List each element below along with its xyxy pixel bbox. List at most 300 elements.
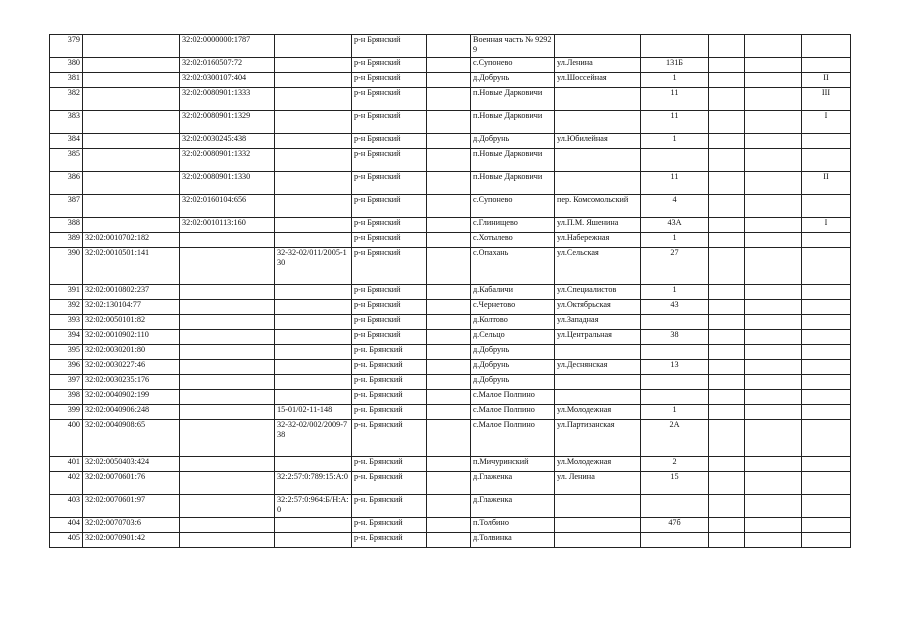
- category: II: [802, 172, 851, 195]
- cadastral-number-building: 32:02:0160507:72: [180, 58, 275, 73]
- cadastral-number-building: [180, 330, 275, 345]
- registration-number: [275, 111, 352, 134]
- locality: д.Глаженка: [471, 495, 555, 518]
- category: [802, 360, 851, 375]
- empty-cell: [709, 134, 745, 149]
- empty-cell: [427, 248, 471, 285]
- district: р-н Брянский: [352, 134, 427, 149]
- empty-cell: [709, 495, 745, 518]
- locality: д.Кабаличи: [471, 285, 555, 300]
- category: [802, 58, 851, 73]
- row-number: 381: [50, 73, 83, 88]
- cadastral-number-building: 32:02:0080901:1332: [180, 149, 275, 172]
- locality: с.Глинищево: [471, 218, 555, 233]
- table-row: [50, 495, 851, 518]
- district: р-н Брянский: [352, 88, 427, 111]
- cadastral-number: 32:02:0010501:141: [83, 248, 180, 285]
- registration-number: [275, 533, 352, 548]
- cadastral-number: 32:02:0030235:176: [83, 375, 180, 390]
- cadastral-number: 32:02:0050403:424: [83, 457, 180, 472]
- empty-cell: [745, 533, 802, 548]
- empty-cell: [745, 472, 802, 495]
- empty-cell: [427, 420, 471, 457]
- registration-number: [275, 360, 352, 375]
- cadastral-number-building: [180, 495, 275, 518]
- district: р-н Брянский: [352, 300, 427, 315]
- street: [555, 88, 641, 111]
- house-number: 15: [641, 472, 709, 495]
- cadastral-number: [83, 88, 180, 111]
- house-number: [641, 375, 709, 390]
- registration-number: [275, 35, 352, 58]
- row-number: 391: [50, 285, 83, 300]
- table-row: [50, 405, 851, 420]
- category: [802, 35, 851, 58]
- locality: п.Новые Дарковичи: [471, 172, 555, 195]
- cadastral-number: [83, 195, 180, 218]
- street: [555, 533, 641, 548]
- cadastral-number-building: [180, 345, 275, 360]
- category: [802, 518, 851, 533]
- district: р-н Брянский: [352, 111, 427, 134]
- street: ул.Набережная: [555, 233, 641, 248]
- empty-cell: [745, 405, 802, 420]
- empty-cell: [709, 233, 745, 248]
- empty-cell: [709, 405, 745, 420]
- street: ул.Шоссейная: [555, 73, 641, 88]
- house-number: 43А: [641, 218, 709, 233]
- street: ул.Молодежная: [555, 457, 641, 472]
- house-number: 47б: [641, 518, 709, 533]
- district: р-н Брянский: [352, 248, 427, 285]
- category: I: [802, 111, 851, 134]
- empty-cell: [745, 172, 802, 195]
- house-number: 1: [641, 73, 709, 88]
- district: р-н. Брянский: [352, 495, 427, 518]
- house-number: 38: [641, 330, 709, 345]
- house-number: 43: [641, 300, 709, 315]
- cadastral-number: 32:02:0070601:76: [83, 472, 180, 495]
- locality: д.Толвинка: [471, 533, 555, 548]
- table-row: [50, 315, 851, 330]
- category: [802, 495, 851, 518]
- table-row: [50, 134, 851, 149]
- cadastral-number-building: [180, 375, 275, 390]
- empty-cell: [427, 73, 471, 88]
- empty-cell: [427, 495, 471, 518]
- house-number: 1: [641, 405, 709, 420]
- category: [802, 345, 851, 360]
- district: р-н. Брянский: [352, 360, 427, 375]
- cadastral-number-building: 32:02:0160104:656: [180, 195, 275, 218]
- district: р-н Брянский: [352, 285, 427, 300]
- district: р-н Брянский: [352, 35, 427, 58]
- empty-cell: [427, 88, 471, 111]
- street: ул.Западная: [555, 315, 641, 330]
- locality: д.Добрунь: [471, 345, 555, 360]
- locality: с.Супонево: [471, 58, 555, 73]
- empty-cell: [745, 315, 802, 330]
- cadastral-number: 32:02:0010802:237: [83, 285, 180, 300]
- row-number: 405: [50, 533, 83, 548]
- empty-cell: [709, 300, 745, 315]
- locality: п.Новые Дарковичи: [471, 111, 555, 134]
- street: ул.Юбилейная: [555, 134, 641, 149]
- row-number: 390: [50, 248, 83, 285]
- empty-cell: [709, 248, 745, 285]
- cadastral-number-building: [180, 390, 275, 405]
- empty-cell: [745, 360, 802, 375]
- category: [802, 134, 851, 149]
- empty-cell: [709, 457, 745, 472]
- cadastral-number-building: [180, 518, 275, 533]
- registry-table: [49, 34, 851, 548]
- cadastral-number: [83, 73, 180, 88]
- row-number: 404: [50, 518, 83, 533]
- empty-cell: [427, 330, 471, 345]
- registration-number: 32-32-02/002/2009-738: [275, 420, 352, 457]
- cadastral-number-building: [180, 233, 275, 248]
- empty-cell: [745, 218, 802, 233]
- district: р-н Брянский: [352, 73, 427, 88]
- locality: с.Опахань: [471, 248, 555, 285]
- district: р-н Брянский: [352, 172, 427, 195]
- cadastral-number: 32:02:0010702:182: [83, 233, 180, 248]
- row-number: 384: [50, 134, 83, 149]
- table-body: [50, 35, 851, 548]
- locality: с.Малое Полпино: [471, 405, 555, 420]
- row-number: 379: [50, 35, 83, 58]
- empty-cell: [427, 375, 471, 390]
- cadastral-number-building: 32:02:0080901:1333: [180, 88, 275, 111]
- table-row: [50, 420, 851, 457]
- empty-cell: [709, 88, 745, 111]
- locality: п.Новые Дарковичи: [471, 88, 555, 111]
- cadastral-number: 32:02:0030227:46: [83, 360, 180, 375]
- empty-cell: [427, 218, 471, 233]
- category: I: [802, 218, 851, 233]
- locality: д.Колтово: [471, 315, 555, 330]
- category: [802, 195, 851, 218]
- cadastral-number-building: 32:02:0080901:1330: [180, 172, 275, 195]
- district: р-н Брянский: [352, 233, 427, 248]
- empty-cell: [745, 149, 802, 172]
- empty-cell: [745, 390, 802, 405]
- empty-cell: [427, 111, 471, 134]
- street: [555, 35, 641, 58]
- empty-cell: [709, 390, 745, 405]
- table-row: [50, 111, 851, 134]
- empty-cell: [709, 195, 745, 218]
- street: ул.Деснянская: [555, 360, 641, 375]
- district: р-н. Брянский: [352, 405, 427, 420]
- table-row: [50, 457, 851, 472]
- house-number: 4: [641, 195, 709, 218]
- empty-cell: [709, 345, 745, 360]
- cadastral-number: 32:02:0040908:65: [83, 420, 180, 457]
- street: [555, 345, 641, 360]
- cadastral-number-building: [180, 360, 275, 375]
- registration-number: 32-32-02/011/2005-130: [275, 248, 352, 285]
- cadastral-number-building: [180, 315, 275, 330]
- street: [555, 111, 641, 134]
- empty-cell: [745, 300, 802, 315]
- empty-cell: [709, 35, 745, 58]
- registration-number: [275, 218, 352, 233]
- row-number: 396: [50, 360, 83, 375]
- house-number: [641, 315, 709, 330]
- registration-number: [275, 195, 352, 218]
- registration-number: [275, 345, 352, 360]
- row-number: 388: [50, 218, 83, 233]
- cadastral-number: 32:02:0070703:6: [83, 518, 180, 533]
- house-number: 27: [641, 248, 709, 285]
- empty-cell: [709, 420, 745, 457]
- table-row: [50, 195, 851, 218]
- row-number: 403: [50, 495, 83, 518]
- table-row: [50, 218, 851, 233]
- row-number: 382: [50, 88, 83, 111]
- row-number: 401: [50, 457, 83, 472]
- street: [555, 149, 641, 172]
- locality: п.Новые Дарковичи: [471, 149, 555, 172]
- street: [555, 172, 641, 195]
- house-number: 11: [641, 111, 709, 134]
- row-number: 389: [50, 233, 83, 248]
- cadastral-number-building: 32:02:0300107:404: [180, 73, 275, 88]
- cadastral-number: 32:02:0040906:248: [83, 405, 180, 420]
- cadastral-number-building: 32:02:0080901:1329: [180, 111, 275, 134]
- empty-cell: [709, 533, 745, 548]
- district: р-н Брянский: [352, 218, 427, 233]
- street: [555, 390, 641, 405]
- empty-cell: [427, 58, 471, 73]
- cadastral-number: 32:02:0040902:199: [83, 390, 180, 405]
- cadastral-number: 32:02:0050101:82: [83, 315, 180, 330]
- locality: д.Сельцо: [471, 330, 555, 345]
- locality: с.Малое Полпино: [471, 420, 555, 457]
- house-number: [641, 35, 709, 58]
- registration-number: [275, 149, 352, 172]
- row-number: 395: [50, 345, 83, 360]
- registration-number: 32:2:57:0:789:15:А:0: [275, 472, 352, 495]
- district: р-н Брянский: [352, 195, 427, 218]
- empty-cell: [427, 315, 471, 330]
- empty-cell: [745, 58, 802, 73]
- registration-number: 15-01/02-11-148: [275, 405, 352, 420]
- empty-cell: [745, 345, 802, 360]
- street: пер. Комсомольский: [555, 195, 641, 218]
- registration-number: [275, 330, 352, 345]
- cadastral-number-building: 32:02:0010113:160: [180, 218, 275, 233]
- locality: с.Чернетово: [471, 300, 555, 315]
- locality: Военная часть № 92929: [471, 35, 555, 58]
- registration-number: [275, 457, 352, 472]
- empty-cell: [745, 248, 802, 285]
- empty-cell: [427, 134, 471, 149]
- district: р-н. Брянский: [352, 345, 427, 360]
- empty-cell: [427, 518, 471, 533]
- empty-cell: [709, 111, 745, 134]
- category: [802, 533, 851, 548]
- empty-cell: [709, 518, 745, 533]
- registration-number: [275, 375, 352, 390]
- cadastral-number: [83, 35, 180, 58]
- category: [802, 285, 851, 300]
- table-row: [50, 35, 851, 58]
- table-row: [50, 300, 851, 315]
- category: [802, 315, 851, 330]
- empty-cell: [427, 390, 471, 405]
- cadastral-number-building: [180, 248, 275, 285]
- cadastral-number: [83, 172, 180, 195]
- empty-cell: [427, 360, 471, 375]
- street: ул.Специалистов: [555, 285, 641, 300]
- locality: с.Малое Полпино: [471, 390, 555, 405]
- empty-cell: [427, 472, 471, 495]
- table-row: [50, 248, 851, 285]
- row-number: 394: [50, 330, 83, 345]
- street: [555, 375, 641, 390]
- row-number: 386: [50, 172, 83, 195]
- registration-number: [275, 518, 352, 533]
- registration-number: 32:2:57:0:964:Б/Н:А:0: [275, 495, 352, 518]
- empty-cell: [709, 149, 745, 172]
- street: ул.Ленина: [555, 58, 641, 73]
- house-number: 131Б: [641, 58, 709, 73]
- cadastral-number-building: [180, 472, 275, 495]
- cadastral-number: [83, 149, 180, 172]
- empty-cell: [745, 111, 802, 134]
- district: р-н Брянский: [352, 330, 427, 345]
- house-number: [641, 390, 709, 405]
- row-number: 399: [50, 405, 83, 420]
- house-number: 2: [641, 457, 709, 472]
- district: р-н Брянский: [352, 149, 427, 172]
- empty-cell: [427, 457, 471, 472]
- locality: д.Добрунь: [471, 134, 555, 149]
- cadastral-number: [83, 58, 180, 73]
- registration-number: [275, 58, 352, 73]
- house-number: 11: [641, 172, 709, 195]
- empty-cell: [745, 495, 802, 518]
- house-number: 1: [641, 134, 709, 149]
- empty-cell: [709, 330, 745, 345]
- locality: с.Хотылево: [471, 233, 555, 248]
- district: р-н. Брянский: [352, 390, 427, 405]
- district: р-н. Брянский: [352, 472, 427, 495]
- table-row: [50, 285, 851, 300]
- empty-cell: [709, 58, 745, 73]
- cadastral-number: 32:02:0010902:110: [83, 330, 180, 345]
- table-row: [50, 375, 851, 390]
- empty-cell: [709, 218, 745, 233]
- table-row: [50, 390, 851, 405]
- cadastral-number: [83, 111, 180, 134]
- category: II: [802, 73, 851, 88]
- empty-cell: [427, 405, 471, 420]
- empty-cell: [709, 360, 745, 375]
- locality: д.Добрунь: [471, 375, 555, 390]
- table-row: [50, 73, 851, 88]
- house-number: 1: [641, 233, 709, 248]
- empty-cell: [745, 88, 802, 111]
- street: ул. Ленина: [555, 472, 641, 495]
- house-number: [641, 495, 709, 518]
- street: ул.Партизанская: [555, 420, 641, 457]
- district: р-н Брянский: [352, 315, 427, 330]
- category: [802, 390, 851, 405]
- empty-cell: [427, 533, 471, 548]
- house-number: [641, 345, 709, 360]
- district: р-н. Брянский: [352, 420, 427, 457]
- locality: п.Толбино: [471, 518, 555, 533]
- category: [802, 457, 851, 472]
- cadastral-number-building: [180, 285, 275, 300]
- table-row: [50, 518, 851, 533]
- locality: д.Добрунь: [471, 73, 555, 88]
- row-number: 402: [50, 472, 83, 495]
- cadastral-number-building: [180, 533, 275, 548]
- category: [802, 149, 851, 172]
- locality: с.Супонево: [471, 195, 555, 218]
- empty-cell: [427, 285, 471, 300]
- table-row: [50, 330, 851, 345]
- row-number: 392: [50, 300, 83, 315]
- house-number: 2А: [641, 420, 709, 457]
- table-row: [50, 58, 851, 73]
- empty-cell: [427, 35, 471, 58]
- street: ул.П.М. Яшенина: [555, 218, 641, 233]
- empty-cell: [745, 457, 802, 472]
- street: ул.Центральная: [555, 330, 641, 345]
- empty-cell: [709, 315, 745, 330]
- empty-cell: [745, 518, 802, 533]
- cadastral-number: 32:02:130104:77: [83, 300, 180, 315]
- registration-number: [275, 285, 352, 300]
- row-number: 398: [50, 390, 83, 405]
- street: [555, 495, 641, 518]
- street: ул.Сельская: [555, 248, 641, 285]
- street: ул.Октябрьская: [555, 300, 641, 315]
- table-row: [50, 533, 851, 548]
- empty-cell: [745, 195, 802, 218]
- empty-cell: [709, 285, 745, 300]
- street: [555, 518, 641, 533]
- row-number: 385: [50, 149, 83, 172]
- category: [802, 405, 851, 420]
- registration-number: [275, 88, 352, 111]
- registration-number: [275, 315, 352, 330]
- cadastral-number: 32:02:0030201:80: [83, 345, 180, 360]
- empty-cell: [709, 73, 745, 88]
- registration-number: [275, 390, 352, 405]
- table-row: [50, 233, 851, 248]
- empty-cell: [745, 330, 802, 345]
- locality: д.Глаженка: [471, 472, 555, 495]
- empty-cell: [709, 472, 745, 495]
- registration-number: [275, 233, 352, 248]
- house-number: [641, 533, 709, 548]
- category: [802, 233, 851, 248]
- empty-cell: [745, 35, 802, 58]
- empty-cell: [709, 375, 745, 390]
- district: р-н. Брянский: [352, 375, 427, 390]
- empty-cell: [709, 172, 745, 195]
- empty-cell: [745, 134, 802, 149]
- category: [802, 375, 851, 390]
- cadastral-number: 32:02:0070601:97: [83, 495, 180, 518]
